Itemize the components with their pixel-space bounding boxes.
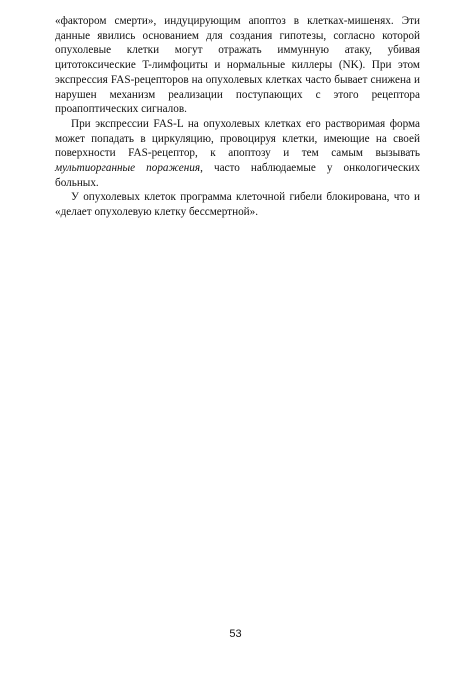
paragraph-fas-l bbox=[55, 117, 420, 191]
italic-term: мультиорганные поражения bbox=[55, 162, 201, 175]
body-text bbox=[55, 14, 420, 220]
paragraph-fas-l-text: При экспрессии FAS-L на опухолевых клетках его растворимая форма может попадать в циркуляцию, провоцируя клетки, имеющие на своей поверхности FAS-рецептор, к апоптозу и тем самым вызывать bbox=[55, 117, 420, 160]
paragraph-continuation: «фактором смерти», индуцирующим апоптоз в клетках-мишенях. Эти данные явились основанием для создания гипотезы, согласно которой опухолевые клетки могут отражать иммунную атаку, убивая цитотоксические T-лимфоциты и нормальные киллеры (NK). При этом экспрессия FAS-рецепторов на опухолевых клетках часто бывает снижена и нарушен механизм реализации поступающих с этого рецептора проапоптических сигналов. bbox=[55, 15, 420, 116]
paragraph-fas-l-ending: , часто наблюдаемые у онкологических больных. bbox=[55, 162, 420, 189]
page-number: 53 bbox=[229, 628, 242, 640]
paragraph-conclusion: У опухолевых клеток программа клеточной гибели блокирована, что и «делает опухолевую клетку бессмертной». bbox=[55, 191, 420, 219]
